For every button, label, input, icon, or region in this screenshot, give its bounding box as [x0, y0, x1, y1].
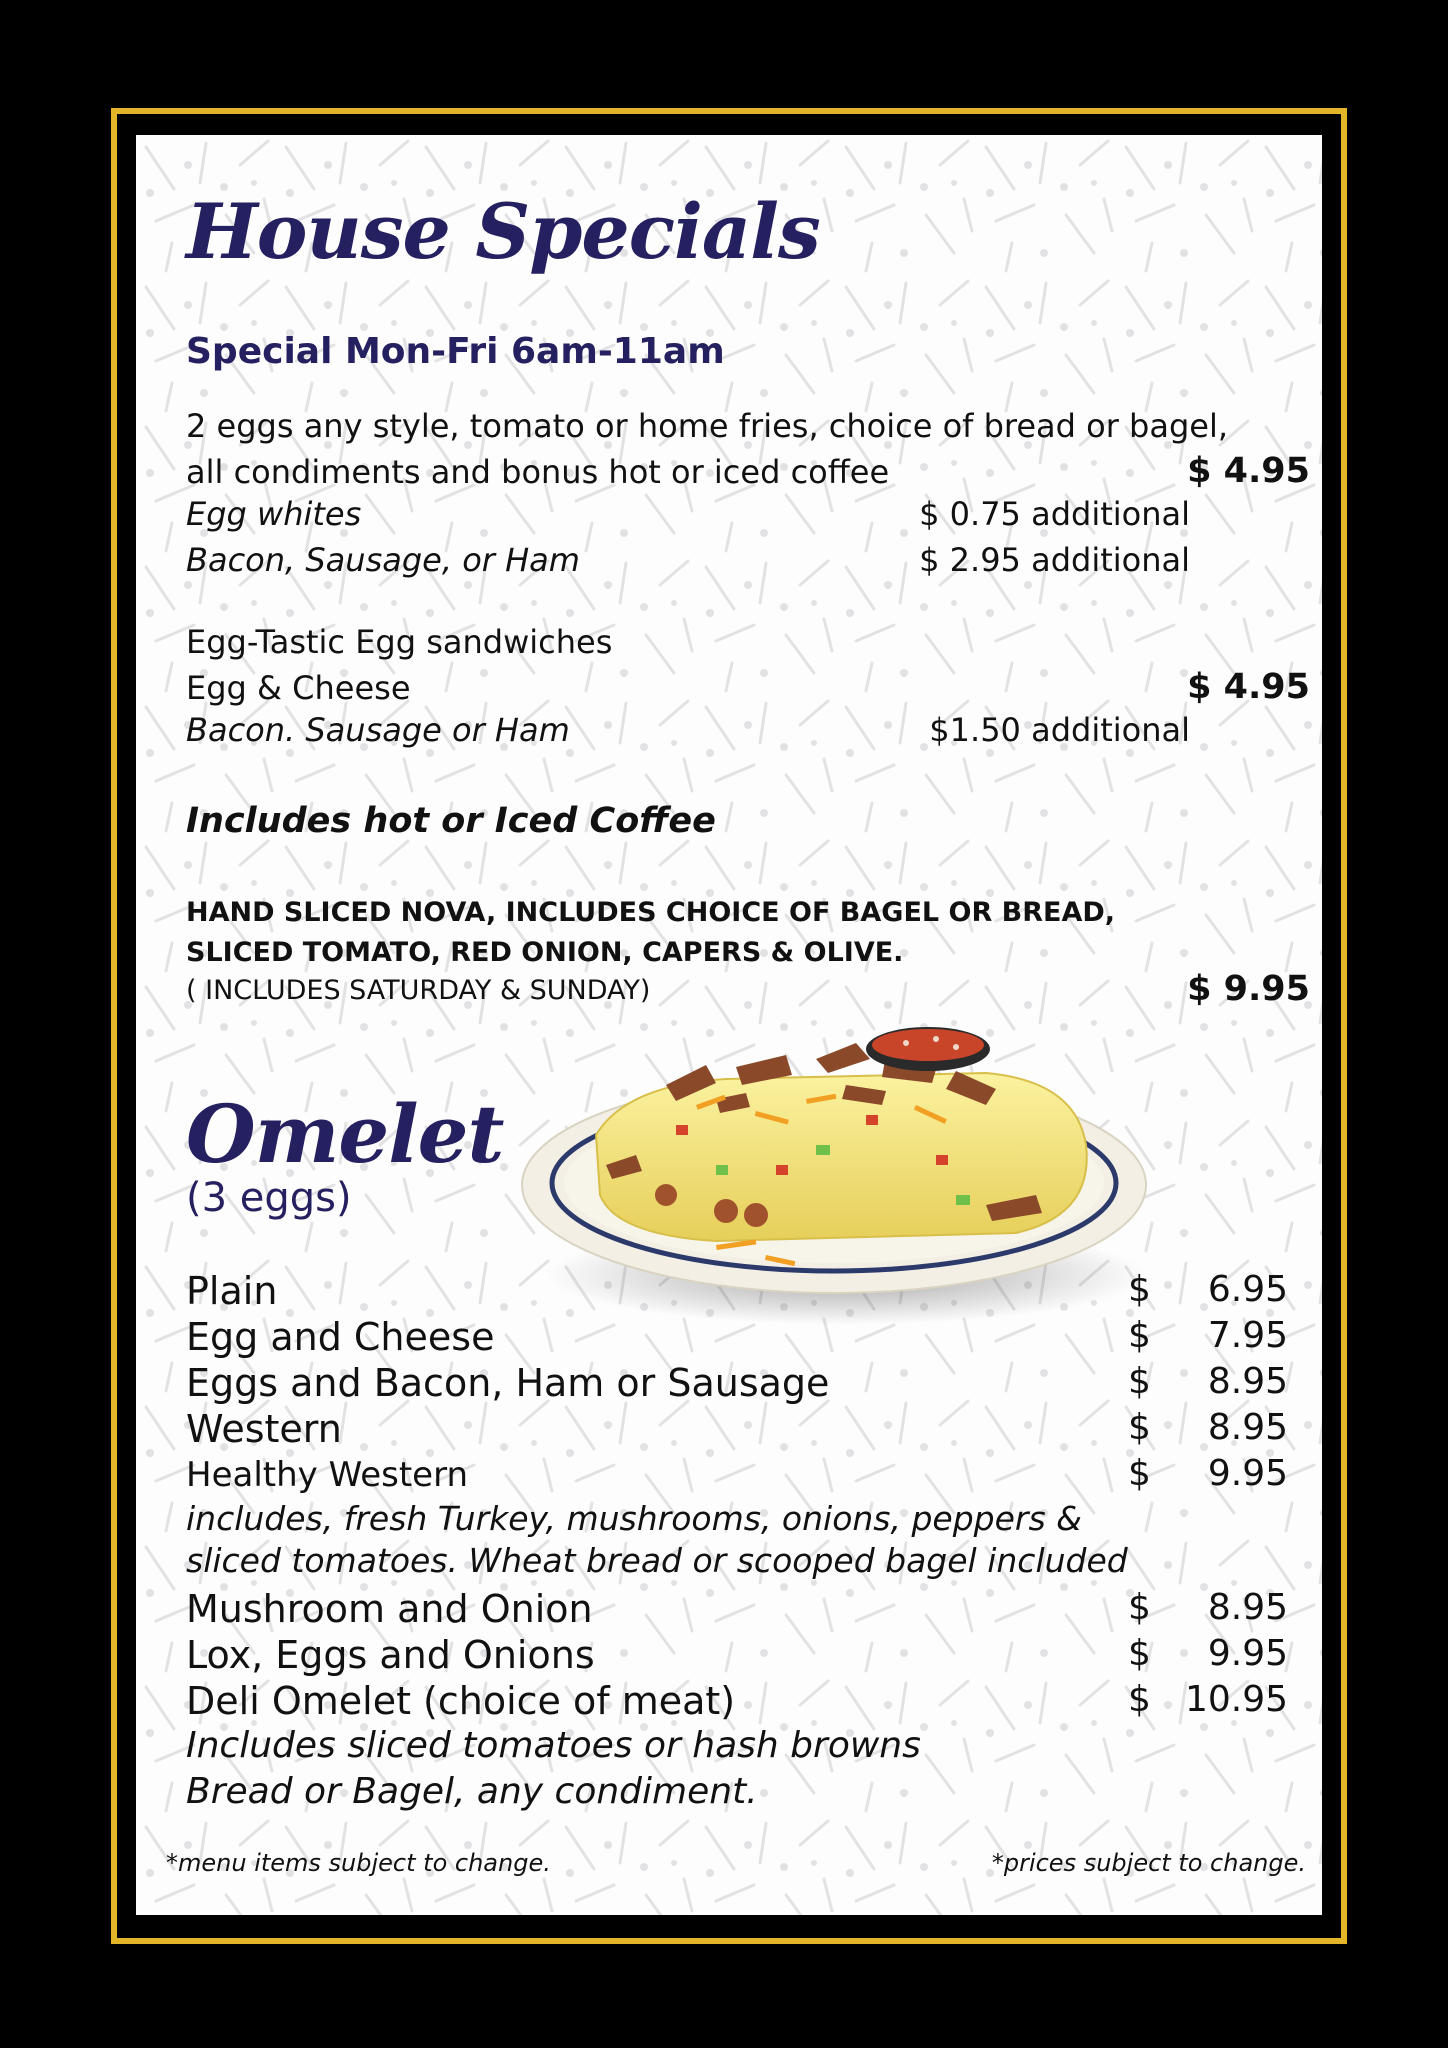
- sandwiches-heading: Egg-Tastic Egg sandwiches: [186, 623, 613, 661]
- omelet-plate-image: [516, 1015, 1156, 1335]
- house-specials-title: House Specials: [186, 187, 820, 276]
- omelet-item-price: 8.95: [1207, 1361, 1288, 1402]
- omelet-item-name: Mushroom and Onion: [186, 1587, 593, 1631]
- footer-menu-disclaimer: *menu items subject to change.: [166, 1849, 551, 1877]
- sandwich-addon-label: Bacon. Sausage or Ham: [186, 711, 570, 749]
- addon-meat-label: Bacon, Sausage, or Ham: [186, 541, 580, 579]
- omelet-item-currency: $: [1128, 1633, 1151, 1674]
- omelet-item-currency: $: [1128, 1453, 1151, 1494]
- nova-line1: HAND SLICED NOVA, INCLUDES CHOICE OF BAGEL OR BREAD,: [186, 897, 1116, 928]
- omelet-item-name: Lox, Eggs and Onions: [186, 1633, 595, 1677]
- omelet-item-price: 10.95: [1184, 1679, 1288, 1720]
- omelet-title: Omelet: [186, 1087, 504, 1181]
- omelet-item-price: 7.95: [1207, 1315, 1288, 1356]
- omelet-item-price: 6.95: [1207, 1269, 1288, 1310]
- omelet-item-currency: $: [1128, 1315, 1151, 1356]
- special-hours-heading: Special Mon-Fri 6am-11am: [186, 331, 725, 372]
- omelet-item-price: 8.95: [1207, 1407, 1288, 1448]
- sandwich-price: $ 4.95: [1187, 667, 1310, 707]
- deli-omelet-note-line1: Includes sliced tomatoes or hash browns: [186, 1725, 921, 1766]
- omelet-item-price: 9.95: [1207, 1633, 1288, 1674]
- breakfast-description-line1: 2 eggs any style, tomato or home fries, choice of bread or bagel,: [186, 407, 1229, 445]
- omelet-item-price: 9.95: [1207, 1453, 1288, 1494]
- addon-egg-whites-label: Egg whites: [186, 495, 362, 533]
- omelet-item-currency: $: [1128, 1587, 1151, 1628]
- coffee-note: Includes hot or Iced Coffee: [186, 801, 716, 841]
- healthy-western-note-line1: includes, fresh Turkey, mushrooms, onions, peppers &: [186, 1499, 1082, 1538]
- breakfast-description-line2: all condiments and bonus hot or iced coffee: [186, 453, 890, 491]
- nova-price: $ 9.95: [1187, 969, 1310, 1009]
- menu-panel: [136, 135, 1322, 1915]
- omelet-item-name: Western: [186, 1407, 342, 1451]
- omelet-item-price: 8.95: [1207, 1587, 1288, 1628]
- deli-omelet-note-line2: Bread or Bagel, any condiment.: [186, 1771, 758, 1812]
- omelet-subtitle: (3 eggs): [186, 1175, 352, 1221]
- nova-line2: SLICED TOMATO, RED ONION, CAPERS & OLIVE.: [186, 937, 904, 968]
- breakfast-price: $ 4.95: [1187, 451, 1310, 491]
- addon-meat-price: $ 2.95 additional: [919, 541, 1190, 579]
- omelet-item-currency: $: [1128, 1407, 1151, 1448]
- healthy-western-note-line2: sliced tomatoes. Wheat bread or scooped bagel included: [186, 1541, 1128, 1580]
- sandwich-egg-cheese: Egg & Cheese: [186, 669, 411, 707]
- nova-weekend-note: ( INCLUDES SATURDAY & SUNDAY): [186, 975, 651, 1006]
- omelet-item-currency: $: [1128, 1361, 1151, 1402]
- omelet-item-currency: $: [1128, 1269, 1151, 1310]
- omelet-item-name: Egg and Cheese: [186, 1315, 495, 1359]
- omelet-item-name: Deli Omelet (choice of meat): [186, 1679, 736, 1723]
- omelet-item-name: Eggs and Bacon, Ham or Sausage: [186, 1361, 830, 1405]
- sandwich-addon-price: $1.50 additional: [929, 711, 1190, 749]
- omelet-item-currency: $: [1128, 1679, 1151, 1720]
- footer-price-disclaimer: *prices subject to change.: [991, 1849, 1306, 1877]
- addon-egg-whites-price: $ 0.75 additional: [919, 495, 1190, 533]
- omelet-item-name: Healthy Western: [186, 1455, 469, 1495]
- omelet-item-name: Plain: [186, 1269, 278, 1313]
